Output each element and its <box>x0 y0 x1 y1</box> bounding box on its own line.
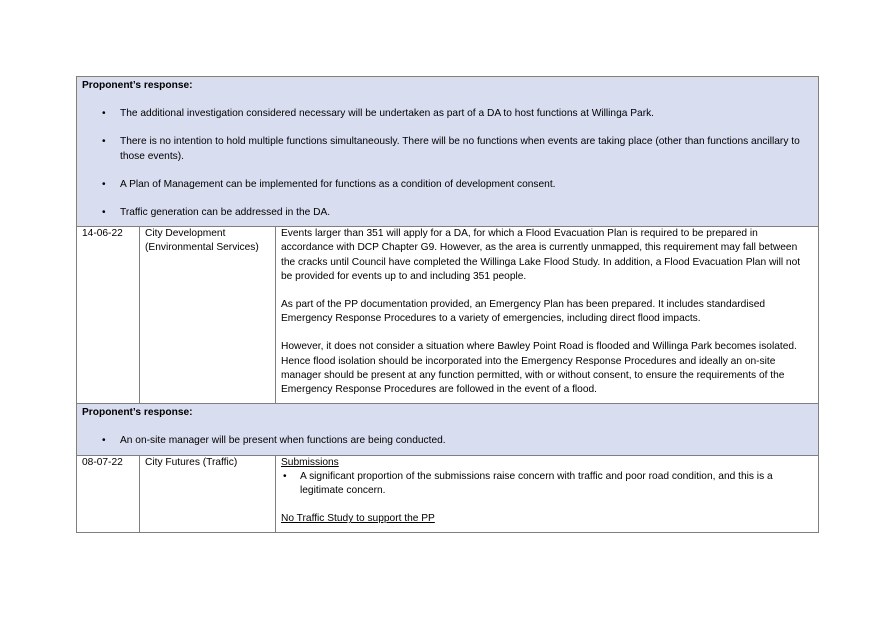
list-item-text: The additional investigation considered necessary will be undertaken as part of a DA to host functions at Willinga Park. <box>120 108 655 120</box>
proponent-response-row-2 <box>77 404 819 455</box>
list-item <box>82 178 812 192</box>
comment-paragraph: Events larger than 351 will apply for a DA, for which a Flood Evacuation Plan is required to be prepared in accordance with DCP Chapter G9. However, as the area is currently unmapped, this requirement may fall between the cracks until Council have completed the Willinga Lake Flood Study. In addition, a Flood Evacuation Plan will not be provided for events up to and including 351 people. <box>281 228 801 282</box>
proponent-response-heading: Proponent’s response: <box>82 407 193 419</box>
proponent-response-cell-1 <box>77 77 819 227</box>
consultation-table <box>76 76 819 533</box>
bullet-icon: • <box>102 108 106 120</box>
comment-cell <box>276 455 819 533</box>
department-cell: City Futures (Traffic) <box>140 455 276 533</box>
submissions-heading: Submissions <box>281 456 339 468</box>
list-item <box>281 470 810 498</box>
proponent-response-row-1 <box>77 77 819 227</box>
proponent-response-cell-2 <box>77 404 819 455</box>
comment-paragraph: As part of the PP documentation provided, an Emergency Plan has been prepared. It includes standardised Emergency Response Procedures to a variety of emergencies, including direct flood impacts. <box>281 299 766 325</box>
traffic-study-heading: No Traffic Study to support the PP <box>281 513 435 525</box>
list-item <box>82 135 812 163</box>
proponent-response-list <box>82 434 812 448</box>
bullet-icon: • <box>102 207 106 219</box>
date-cell: 08-07-22 <box>77 455 140 533</box>
list-item <box>82 434 812 448</box>
department-cell: City Development (Environmental Services) <box>140 227 276 404</box>
list-item <box>82 107 812 121</box>
list-item-text: A significant proportion of the submissions raise concern with traffic and poor road condition, and this is a legitimate concern. <box>300 470 773 497</box>
list-item-text: An on-site manager will be present when functions are being conducted. <box>120 435 446 447</box>
date-cell: 14-06-22 <box>77 227 140 404</box>
list-item-text: Traffic generation can be addressed in the DA. <box>120 207 331 219</box>
comment-paragraph: However, it does not consider a situation where Bawley Point Road is flooded and Willinga Park becomes isolated. Hence flood isolation should be incorporated into the Emergency Response Procedures and ideally an on-site manager should be present at any function permitted, with or without consent, to ensure the requirements of the Emergency Response Procedures are followed in the event of a flood. <box>281 341 797 396</box>
bullet-icon: • <box>283 470 287 482</box>
list-item-text: There is no intention to hold multiple functions simultaneously. There will be no functions when events are taking place (other than functions ancillary to those events). <box>120 136 800 162</box>
bullet-icon: • <box>102 435 106 447</box>
proponent-response-list <box>82 107 812 220</box>
list-item-text: A Plan of Management can be implemented for functions as a condition of development consent. <box>120 178 556 190</box>
list-item <box>82 206 812 220</box>
proponent-response-heading: Proponent’s response: <box>82 80 193 91</box>
table-row <box>77 455 819 533</box>
bullet-icon: • <box>102 136 106 148</box>
comment-cell <box>276 227 819 404</box>
table-row <box>77 227 819 404</box>
bullet-icon: • <box>102 178 106 190</box>
submissions-list <box>281 470 810 498</box>
